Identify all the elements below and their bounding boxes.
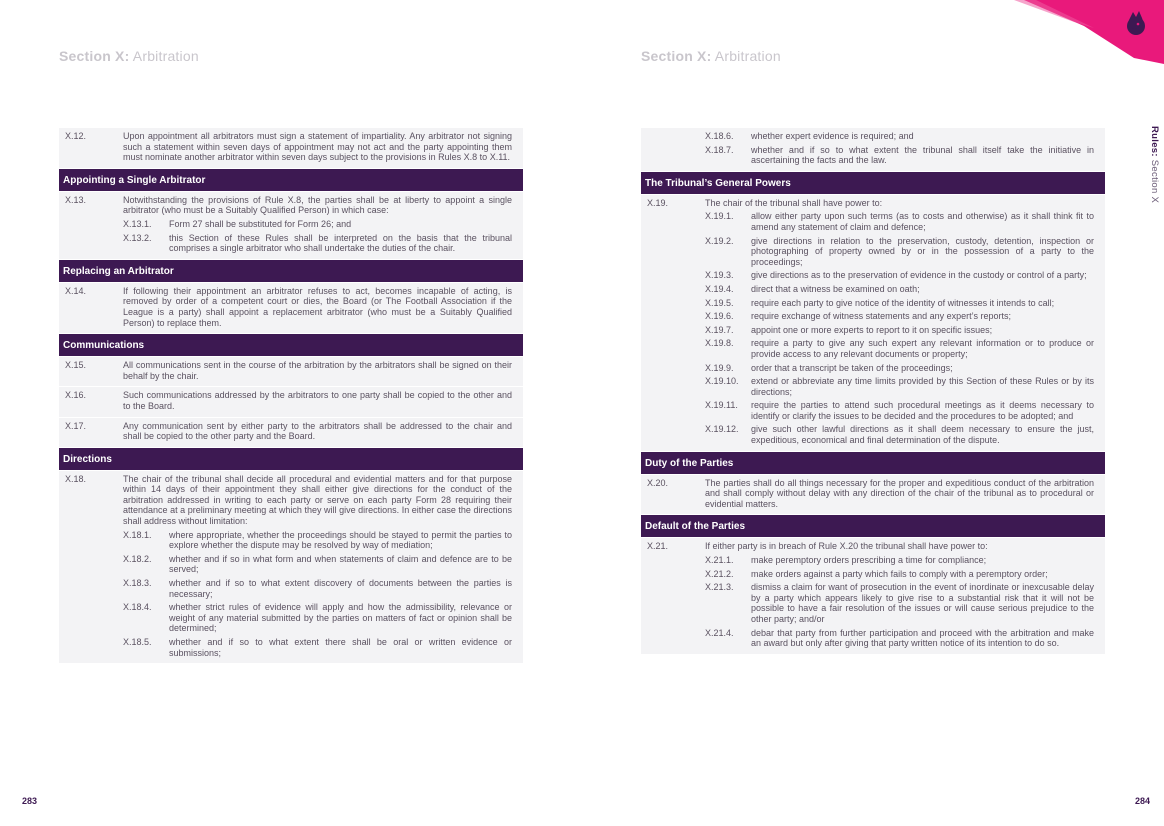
sub-rule-text: require each party to give notice of the identity of witnesses it intends to call; xyxy=(751,297,1055,308)
sub-rule xyxy=(705,424,1094,445)
sub-rule-number: X.18.5. xyxy=(123,637,152,647)
sub-rule-number: X.21.1. xyxy=(705,555,734,566)
rule-number: X.16. xyxy=(65,390,87,401)
heading-default-of-parties: Default of the Parties xyxy=(641,515,1105,537)
sub-rule-number: X.19.3. xyxy=(705,270,734,281)
sub-rule-number: X.21.3. xyxy=(705,582,734,593)
heading-tribunal-general-powers: The Tribunal’s General Powers xyxy=(641,172,1105,194)
sub-rule xyxy=(123,602,512,634)
sub-rule-text: whether and if so to what extent discovery of documents between the parties is necessary; xyxy=(169,578,512,599)
rule-number: X.15. xyxy=(65,360,87,371)
heading-duty-of-parties: Duty of the Parties xyxy=(641,452,1105,474)
sub-rule xyxy=(705,325,1094,336)
sub-rule-number: X.19.6. xyxy=(705,311,734,322)
rule-x14 xyxy=(59,283,523,333)
rule-number: X.13. xyxy=(65,194,87,205)
rule-x18-continued xyxy=(641,128,1105,171)
rule-x13 xyxy=(59,192,523,259)
rule-x20 xyxy=(641,475,1105,515)
sub-rule xyxy=(705,311,1094,322)
sub-rule-text: whether strict rules of evidence will apply and how the admissibility, relevance or weight of any material submitted by the parties on matters of fact or opinion shall be determined; xyxy=(169,602,512,634)
sub-rule-number: X.19.10. xyxy=(705,376,739,387)
sub-rule-number: X.18.6. xyxy=(705,131,734,141)
sub-rule-number: X.18.3. xyxy=(123,578,152,589)
sub-rule-text: whether expert evidence is required; and xyxy=(751,131,914,141)
sub-rule xyxy=(705,363,1094,374)
sub-rule-number: X.19.7. xyxy=(705,324,734,335)
sub-rule-text: require the parties to attend such procedural meetings as it deems necessary to identify or clarify the issues to be decided and the procedures to be adopted; and xyxy=(751,400,1094,421)
rule-number: X.14. xyxy=(65,285,87,296)
section-header-light: Arbitration xyxy=(132,48,199,64)
premier-league-banner xyxy=(1014,0,1164,70)
sub-rule xyxy=(705,376,1094,397)
sub-rule xyxy=(123,554,512,575)
sub-rule xyxy=(705,582,1094,624)
sub-rule xyxy=(705,569,1094,580)
rule-number: X.20. xyxy=(647,477,669,488)
sub-rule xyxy=(705,628,1094,649)
sub-rule-text: give such other lawful directions as it shall deem necessary to ensure the just, expeditious, economical and final determination of the dispute. xyxy=(751,424,1094,446)
rule-text: If either party is in breach of Rule X.20 the tribunal shall have power to: xyxy=(705,541,988,552)
rule-number: X.17. xyxy=(65,420,87,431)
sub-rule xyxy=(705,211,1094,232)
sub-rule-number: X.13.1. xyxy=(123,218,152,229)
side-label-light: Section X xyxy=(1149,159,1160,204)
sub-rule-number: X.19.11. xyxy=(705,400,738,411)
sub-rule xyxy=(705,298,1094,309)
rule-x12 xyxy=(59,128,523,168)
rule-number: X.12. xyxy=(65,131,87,141)
rule-number: X.21. xyxy=(647,541,669,552)
sub-rule-text: allow either party upon such terms (as to costs and otherwise) as it shall think fit to amend any statement of claim and defence; xyxy=(751,211,1094,232)
left-column xyxy=(59,128,523,664)
rule-text: Notwithstanding the provisions of Rule X.8, the parties shall be at liberty to appoint a single arbitrator (who must be a Suitably Qualified Person) in which case: xyxy=(123,194,512,216)
sub-rule-text: order that a transcript be taken of the proceedings; xyxy=(751,362,953,373)
sub-rule xyxy=(123,530,512,551)
sub-rule-text: require a party to give any such expert any relevant information or to produce or provide access to any relevant documents or property; xyxy=(751,338,1094,359)
rule-x21 xyxy=(641,538,1105,653)
sub-rule-text: require exchange of witness statements and any expert’s reports; xyxy=(751,311,1011,322)
sub-rule-number: X.19.12. xyxy=(705,424,739,435)
sub-rule-text: give directions as to the preservation of evidence in the custody or control of a party; xyxy=(751,270,1087,281)
heading-appointing-single-arbitrator: Appointing a Single Arbitrator xyxy=(59,169,523,191)
rule-x19 xyxy=(641,195,1105,451)
sub-rule xyxy=(705,555,1094,566)
sub-rule-text: appoint one or more experts to report to it on specific issues; xyxy=(751,324,993,335)
sub-rule-number: X.19.4. xyxy=(705,283,734,294)
sub-rule-number: X.19.8. xyxy=(705,338,734,349)
sub-rule xyxy=(123,578,512,599)
page-number-left: 283 xyxy=(22,796,38,806)
sub-rule-text: this Section of these Rules shall be interpreted on the basis that the tribunal comprises a single arbitrator who shall undertake the duties of the chair. xyxy=(169,232,512,254)
sub-rule xyxy=(123,233,512,254)
sub-rule-text: make orders against a party which fails to comply with a peremptory order; xyxy=(751,568,1048,579)
side-label xyxy=(1149,126,1160,203)
sub-rule-number: X.19.5. xyxy=(705,297,734,308)
sub-rule xyxy=(705,236,1094,268)
sub-rule-number: X.21.2. xyxy=(705,568,734,579)
rule-x16 xyxy=(59,387,523,416)
page-number-right: 284 xyxy=(1134,796,1150,806)
rule-x17 xyxy=(59,418,523,447)
rule-text: All communications sent in the course of the arbitration by the arbitrators shall be signed on their behalf by the chair. xyxy=(123,360,512,381)
sub-rule-text: whether and if so in what form and when statements of claim and defence are to be served; xyxy=(169,553,512,575)
section-header-left xyxy=(59,48,199,64)
heading-communications: Communications xyxy=(59,334,523,356)
sub-rule-number: X.18.2. xyxy=(123,553,152,564)
sub-rule xyxy=(123,219,512,230)
sub-rule-text: whether and if so to what extent the tribunal shall itself take the initiative in ascertaining the facts and the law. xyxy=(751,144,1094,166)
sub-rule xyxy=(705,400,1094,421)
rule-text: Such communications addressed by the arbitrators to one party shall be copied to the other and to the Board. xyxy=(123,390,512,411)
sub-rule-number: X.19.1. xyxy=(705,211,734,222)
sub-rule-text: direct that a witness be examined on oath; xyxy=(751,283,920,294)
sub-rule-text: dismiss a claim for want of prosecution in the event of inordinate or inexcusable delay by a party which appears likely to give rise to a substantial risk that it will not be possible to have a fair resolution of the issues or will cause serious prejudice to the other party; and/or xyxy=(751,582,1094,624)
sub-rule xyxy=(705,270,1094,281)
sub-rule-text: extend or abbreviate any time limits provided by this Section of these Rules or by its directions; xyxy=(751,376,1094,397)
rule-text: The chair of the tribunal shall have power to: xyxy=(705,197,883,208)
sub-rule xyxy=(705,131,1094,142)
sub-rule-text: debar that party from further participation and proceed with the arbitration and make an award but only after giving that party written notice of its intention to do so. xyxy=(751,627,1094,649)
sub-rule xyxy=(705,284,1094,295)
rule-x18 xyxy=(59,471,523,664)
rule-x15 xyxy=(59,357,523,386)
sub-rule-number: X.21.4. xyxy=(705,627,734,638)
sub-rule xyxy=(705,145,1094,166)
rule-number: X.18. xyxy=(65,473,87,484)
heading-replacing-arbitrator: Replacing an Arbitrator xyxy=(59,260,523,282)
sub-rule-number: X.19.9. xyxy=(705,362,734,373)
section-header-bold: Section X: xyxy=(641,48,712,64)
sub-rule-number: X.19.2. xyxy=(705,235,734,246)
sub-rule xyxy=(705,338,1094,359)
section-header-bold: Section X: xyxy=(59,48,130,64)
section-header-light: Arbitration xyxy=(714,48,781,64)
rule-text: Any communication sent by either party to the arbitrators shall be addressed to the chair and shall be copied to the other party and the Board. xyxy=(123,420,512,442)
sub-rule-number: X.13.2. xyxy=(123,232,152,243)
rule-text: The parties shall do all things necessary for the proper and expeditious conduct of the arbitration and shall comply without delay with any direction of the chair of the tribunal as to procedural or evidential matters. xyxy=(705,477,1094,509)
rule-text: If following their appointment an arbitrator refuses to act, becomes incapable of acting, is removed by order of a competent court or dies, the Board (or The Football Association if the League is a party) shall appoint a replacement arbitrator (who must be a Suitably Qualified Person) to replace them. xyxy=(123,285,512,328)
sub-rule-text: make peremptory orders prescribing a time for compliance; xyxy=(751,555,987,566)
rule-text: The chair of the tribunal shall decide all procedural and evidential matters and for that purpose within 14 days of their appointment they shall either give directions for the conduct of the arbitration addressed in writing to each party or serve on each party Form 28 requiring their attendance at a preliminary meeting at which they will give directions. In either case the directions shall address without limitation: xyxy=(123,473,512,527)
sub-rule-number: X.18.1. xyxy=(123,529,152,540)
section-header-right xyxy=(641,48,781,64)
sub-rule-text: Form 27 shall be substituted for Form 26; and xyxy=(169,218,352,229)
sub-rule-text: where appropriate, whether the proceedings should be stayed to permit the parties to explore whether the dispute may be resolved by way of mediation; xyxy=(169,529,512,551)
sub-rule-number: X.18.7. xyxy=(705,144,734,155)
sub-rule-text: give directions in relation to the preservation, custody, detention, inspection or photographing of property owned by or in the possession of a party to the proceedings; xyxy=(751,235,1094,267)
side-label-bold: Rules: xyxy=(1149,126,1160,157)
right-column xyxy=(641,128,1105,655)
sub-rule-number: X.18.4. xyxy=(123,602,152,613)
sub-rule-text: whether and if so to what extent there shall be oral or written evidence or submissions; xyxy=(169,637,512,658)
heading-directions: Directions xyxy=(59,448,523,470)
rule-text: Upon appointment all arbitrators must sign a statement of impartiality. Any arbitrator not signing such a statement within seven days of appointment may not act and the party appointing them must nominate another arbitrator within seven days subject to the provisions in Rules X.8 to X.11. xyxy=(123,131,512,163)
rule-number: X.19. xyxy=(647,197,669,208)
sub-rule xyxy=(123,637,512,658)
